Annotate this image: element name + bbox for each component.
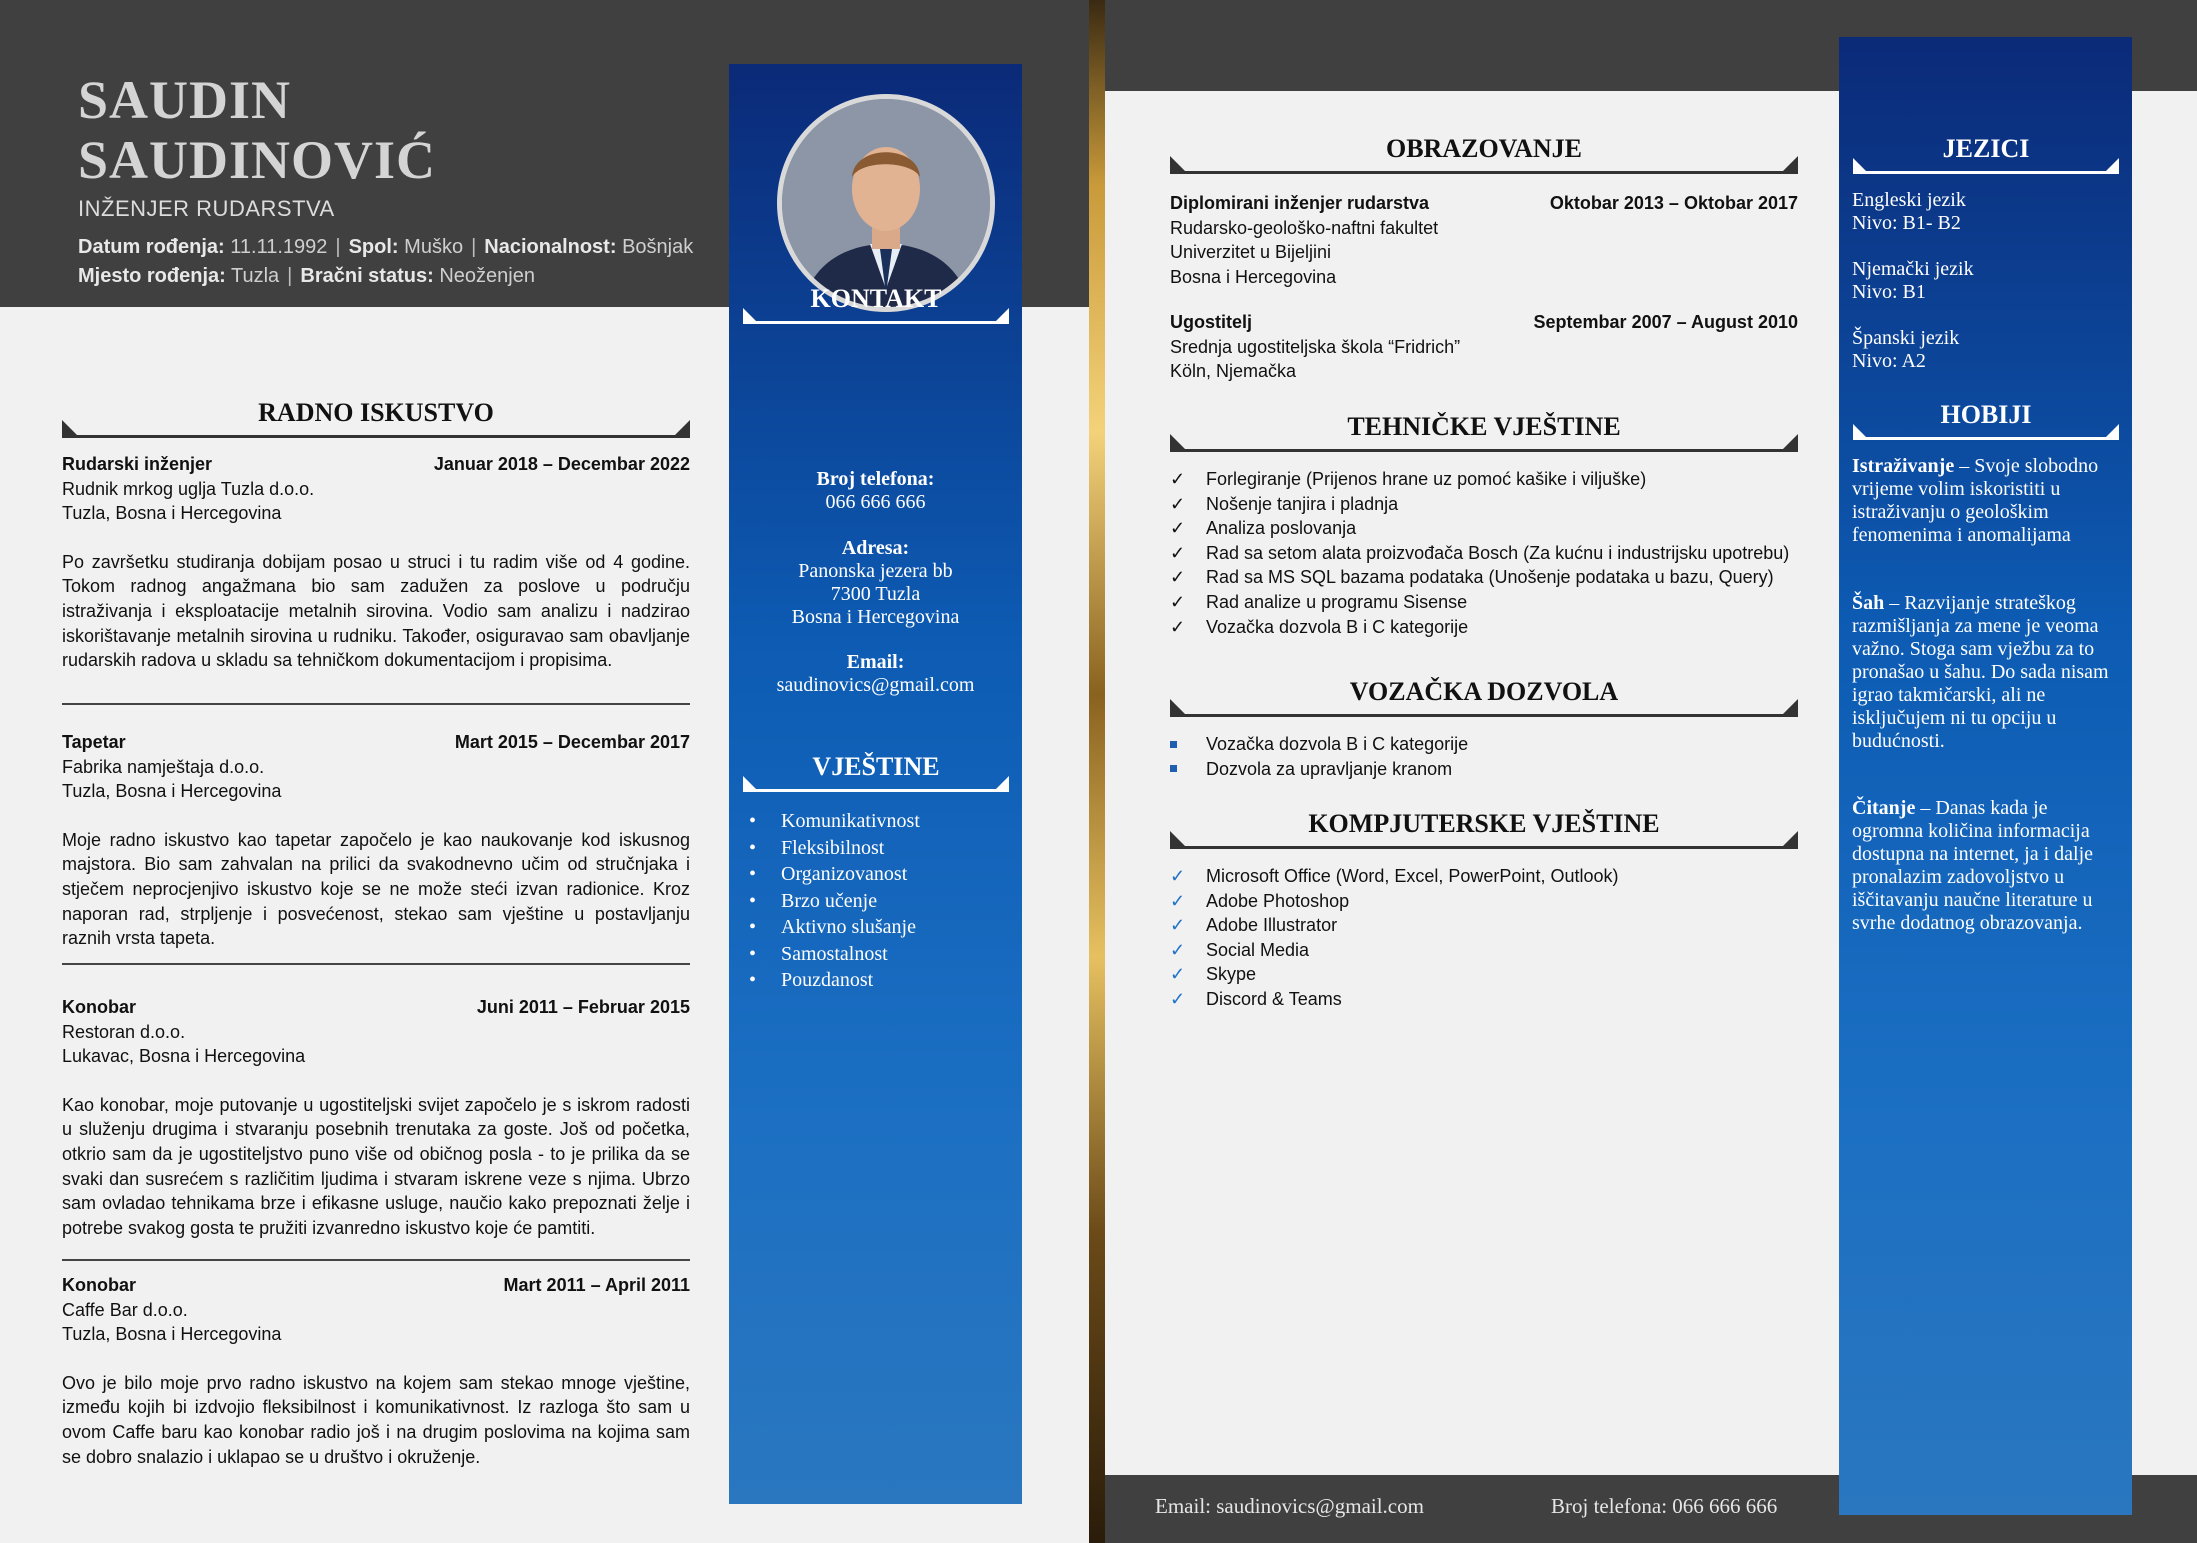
job-entry-2 bbox=[62, 730, 690, 951]
phone-label: Broj telefona: bbox=[816, 468, 935, 490]
tech-skill-item bbox=[1170, 590, 1810, 615]
tech-skill-item bbox=[1170, 516, 1810, 541]
driving-license-list bbox=[1170, 732, 1810, 781]
sex-label: Spol: bbox=[348, 236, 399, 258]
birthplace-label: Mjesto rođenja: bbox=[78, 265, 226, 287]
tech-skill-text: Nošenje tanjira i pladnja bbox=[1206, 493, 1399, 514]
language-entry bbox=[1852, 189, 2122, 235]
job-company: Caffe Bar d.o.o. bbox=[62, 1299, 188, 1320]
language-name: Njemački jezik bbox=[1852, 258, 1974, 280]
divider bbox=[62, 703, 690, 705]
driving-license-text: Vozačka dozvola B i C kategorije bbox=[1206, 734, 1469, 754]
computer-skills-title: KOMPJUTERSKE VJEŠTINE bbox=[1308, 809, 1660, 838]
computer-skill-text: Skype bbox=[1206, 964, 1257, 985]
hobbies-title: HOBIJI bbox=[1940, 400, 2032, 429]
cv-page-1 bbox=[0, 0, 1089, 1543]
contact-title: KONTAKT bbox=[810, 284, 942, 313]
email-label: Email: bbox=[846, 651, 905, 673]
email-value[interactable]: saudinovics@gmail.com bbox=[776, 674, 975, 696]
contact-address bbox=[729, 537, 1022, 629]
skill-item: • Komunikativnost bbox=[749, 808, 1009, 835]
job-entry-3 bbox=[62, 995, 690, 1240]
square-bullet-icon bbox=[1170, 757, 1206, 782]
check-icon: ✓ bbox=[1170, 939, 1186, 960]
tech-skill-text: Rad sa setom alata proizvođača Bosch (Za kućnu i industrijsku upotrebu) bbox=[1206, 542, 1790, 563]
tech-skill-text: Rad analize u programu Sisense bbox=[1206, 591, 1468, 612]
job-description: Po završetku studiranja dobijam posao u struci i tu radim više od 4 godine. Tokom radnog angažmana bio sam zadužen za poslove u području istraživanja i eksploatacije metalnih sirovina. Vodio sam analizu i nadzirao iskorištavanje metalnih sirovina u rudniku. Također, osiguravao sam obavljanje rudarskih radova u skladu sa tehničkom dokumentacijom i propisima. bbox=[62, 551, 690, 671]
name-line-1: SAUDIN bbox=[78, 70, 292, 130]
job-dates: Januar 2018 – Decembar 2022 bbox=[433, 454, 690, 474]
check-icon: ✓ bbox=[1170, 591, 1186, 612]
education-heading bbox=[1170, 134, 1798, 170]
separator: | bbox=[287, 265, 293, 287]
tech-skills-title: TEHNIČKE VJEŠTINE bbox=[1347, 412, 1621, 441]
address-line-3: Bosna i Hercegovina bbox=[791, 606, 960, 628]
edu-line: Srednja ugostiteljska škola “Fridrich” bbox=[1170, 336, 1461, 357]
gold-spine-divider bbox=[1089, 0, 1105, 1543]
heading-corner-left bbox=[1170, 699, 1188, 717]
hobby-entry bbox=[1852, 592, 2122, 753]
heading-underline bbox=[1170, 449, 1798, 452]
check-icon: ✓ bbox=[1170, 542, 1186, 563]
edu-dates: Oktobar 2013 – Oktobar 2017 bbox=[1549, 193, 1798, 213]
computer-skill-item bbox=[1170, 913, 1810, 938]
birthplace-value: Tuzla bbox=[231, 265, 280, 287]
address-label: Adresa: bbox=[841, 537, 910, 559]
heading-corner-right bbox=[1780, 434, 1798, 452]
tech-skill-text: Vozačka dozvola B i C kategorije bbox=[1206, 616, 1469, 637]
edu-degree: Diplomirani inženjer rudarstva bbox=[1170, 193, 1430, 213]
heading-underline bbox=[1853, 437, 2119, 440]
heading-underline bbox=[743, 789, 1009, 792]
heading-corner-right bbox=[2103, 158, 2119, 174]
language-level: Nivo: A2 bbox=[1852, 350, 1926, 372]
heading-underline bbox=[1853, 171, 2119, 174]
job-description: Ovo je bilo moje prvo radno iskustvo na kojem sam stekao mnoge vještine, između kojih bi izdvojio fleksibilnost i komunikativnost. Iz razloga što sam u ovom Caffe baru kao konobar radio još i na drugim poslovima na kojima sam se dobro snalazio i uklapao se u društvo i okruženje. bbox=[62, 1372, 690, 1467]
computer-skill-text: Adobe Illustrator bbox=[1206, 915, 1338, 936]
phone-value[interactable]: 066 666 666 bbox=[825, 491, 926, 513]
name-line-2: SAUDINOVIĆ bbox=[78, 130, 437, 190]
job-company: Fabrika namještaja d.o.o. bbox=[62, 756, 265, 777]
nationality-label: Nacionalnost: bbox=[484, 236, 617, 258]
personal-info-row-2 bbox=[78, 265, 535, 288]
heading-corner-right bbox=[993, 776, 1009, 792]
sidebar-languages-hobbies bbox=[1839, 37, 2132, 1515]
portrait-icon bbox=[782, 99, 990, 307]
edu-degree: Ugostitelj bbox=[1170, 312, 1253, 332]
edu-dates: Septembar 2007 – August 2010 bbox=[1533, 312, 1798, 332]
edu-line: Köln, Njemačka bbox=[1170, 361, 1297, 382]
job-title: INŽENJER RUDARSTVA bbox=[78, 196, 335, 221]
separator: | bbox=[335, 236, 341, 258]
computer-skills-heading bbox=[1170, 809, 1798, 845]
language-entry bbox=[1852, 327, 2122, 373]
check-icon: ✓ bbox=[1170, 493, 1186, 514]
tech-skill-text: Forlegiranje (Prijenos hrane uz pomoć kašike i viljuške) bbox=[1206, 469, 1647, 489]
heading-corner-right bbox=[2103, 424, 2119, 440]
hobby-entry bbox=[1852, 797, 2122, 935]
hobby-name: Čitanje bbox=[1852, 797, 1916, 819]
check-icon: ✓ bbox=[1170, 964, 1186, 985]
language-name: Španski jezik bbox=[1852, 327, 1960, 349]
computer-skill-text: Adobe Photoshop bbox=[1206, 890, 1350, 911]
tech-skill-item bbox=[1170, 615, 1810, 640]
job-dates: Mart 2011 – April 2011 bbox=[503, 1275, 690, 1295]
skills-list bbox=[749, 808, 1009, 994]
skill-item: • Samostalnost bbox=[749, 941, 1009, 968]
computer-skill-text: Microsoft Office (Word, Excel, PowerPoint, Outlook) bbox=[1206, 866, 1619, 886]
contact-heading bbox=[743, 284, 1009, 320]
skills-heading bbox=[743, 752, 1009, 788]
heading-corner-right bbox=[1780, 699, 1798, 717]
computer-skill-item bbox=[1170, 864, 1810, 889]
check-icon: ✓ bbox=[1170, 915, 1186, 936]
hobbies-heading bbox=[1853, 400, 2119, 436]
heading-underline bbox=[1170, 171, 1798, 174]
driving-license-heading bbox=[1170, 677, 1798, 713]
job-dates: Mart 2015 – Decembar 2017 bbox=[454, 732, 690, 752]
driving-license-text: Dozvola za upravljanje kranom bbox=[1206, 758, 1453, 779]
skill-item: • Pouzdanost bbox=[749, 967, 1009, 994]
job-company: Rudnik mrkog uglja Tuzla d.o.o. bbox=[62, 478, 315, 499]
education-entry-2 bbox=[1170, 310, 1798, 384]
job-location: Tuzla, Bosna i Hercegovina bbox=[62, 503, 282, 524]
check-icon: ✓ bbox=[1170, 518, 1186, 539]
dob-label: Datum rođenja: bbox=[78, 236, 225, 258]
computer-skill-item bbox=[1170, 938, 1810, 963]
edu-line: Univerzitet u Bijeljini bbox=[1170, 242, 1332, 263]
hobby-entry bbox=[1852, 455, 2122, 547]
work-experience-title: RADNO ISKUSTVO bbox=[258, 398, 494, 427]
computer-skills-list bbox=[1170, 864, 1810, 1012]
heading-corner-right bbox=[1780, 156, 1798, 174]
heading-underline bbox=[62, 435, 690, 438]
tech-skill-item bbox=[1170, 492, 1810, 517]
computer-skill-item bbox=[1170, 987, 1810, 1012]
tech-skill-item bbox=[1170, 541, 1810, 566]
tech-skill-text: Rad sa MS SQL bazama podataka (Unošenje podataka u bazu, Query) bbox=[1206, 567, 1774, 588]
tech-skill-item bbox=[1170, 565, 1810, 590]
heading-corner-right bbox=[1780, 831, 1798, 849]
job-dates: Juni 2011 – Februar 2015 bbox=[476, 997, 690, 1017]
marital-value: Neoženjen bbox=[439, 265, 535, 287]
check-icon: ✓ bbox=[1170, 567, 1186, 588]
driving-license-item bbox=[1170, 732, 1810, 757]
job-position: Konobar bbox=[62, 997, 136, 1017]
hobby-text: – Razvijanje strateškog razmišljanja za mene je veoma važno. Stoga sam vježbu za to pronašao u šahu. Do sada nisam igrao takmičarski, ali ne isključujem ni tu opciju u budućnosti. bbox=[1852, 592, 2109, 752]
heading-corner-left bbox=[1853, 158, 1869, 174]
check-icon: ✓ bbox=[1170, 890, 1186, 911]
check-icon: ✓ bbox=[1170, 616, 1186, 637]
heading-corner-left bbox=[1853, 424, 1869, 440]
check-icon: ✓ bbox=[1170, 988, 1186, 1009]
job-description: Moje radno iskustvo kao tapetar započelo je kao naukovanje kod iskusnog majstora. Bio sam zahvalan na prilici da svakodnevno učim od stručnjaka i stječem neprocjenjivo iskustvo koje se ne može steći izvan radionice. Kroz naporan rad, strpljenje i posvećenost, stekao sam vještine u postavljanju raznih vrsta tapeta. bbox=[62, 829, 690, 949]
heading-underline bbox=[1170, 846, 1798, 849]
skill-item: • Organizovanost bbox=[749, 861, 1009, 888]
job-position: Konobar bbox=[62, 1275, 136, 1295]
edu-line: Bosna i Hercegovina bbox=[1170, 266, 1337, 287]
sex-value: Muško bbox=[404, 236, 464, 258]
tech-skill-item bbox=[1170, 467, 1810, 492]
tech-skill-text: Analiza poslovanja bbox=[1206, 518, 1357, 539]
languages-heading bbox=[1853, 134, 2119, 170]
dob-value: 11.11.1992 bbox=[230, 236, 328, 258]
candidate-name bbox=[78, 70, 436, 190]
contact-phone bbox=[729, 468, 1022, 514]
heading-underline bbox=[743, 321, 1009, 324]
languages-title: JEZICI bbox=[1942, 134, 2030, 163]
driving-license-item bbox=[1170, 757, 1810, 782]
contact-email bbox=[729, 651, 1022, 697]
job-entry-1 bbox=[62, 452, 690, 673]
job-description: Kao konobar, moje putovanje u ugostiteljski svijet započelo je s iskrom radosti u služenju drugima i stvaranju posebnih trenutaka za goste. Još od početka, otkrio sam da je ugostiteljstvo puno više od običnog posla - to je prilika da se svaki dan susrećem s različitim ljudima i stvaram iskrene veze s njima. Ubrzo sam ovladao tehnikama brze i efikasne usluge, naučio kako prepoznati želje i potrebe svakog gosta te pružiti izvanredno iskustvo koje će pamtiti. bbox=[62, 1094, 690, 1238]
divider bbox=[62, 1259, 690, 1261]
job-entry-4 bbox=[62, 1273, 690, 1469]
nationality-value: Bošnjak bbox=[622, 236, 694, 258]
profile-photo bbox=[777, 94, 995, 312]
address-line-2: 7300 Tuzla bbox=[830, 583, 921, 605]
skill-item: • Brzo učenje bbox=[749, 888, 1009, 915]
square-bullet-icon bbox=[1170, 732, 1206, 757]
hobby-text: – Danas kada je ogromna količina informacija dostupna na internet, ja i dalje pronalazim zadovoljstvo u iščitavanju naučne literature u svrhe dodatnog obrazovanja. bbox=[1852, 797, 2094, 934]
sidebar-contact-skills bbox=[729, 64, 1022, 1504]
separator: | bbox=[471, 236, 477, 258]
computer-skill-item bbox=[1170, 889, 1810, 914]
address-line-1: Panonska jezera bb bbox=[798, 560, 953, 582]
language-level: Nivo: B1 bbox=[1852, 281, 1926, 303]
education-title: OBRAZOVANJE bbox=[1385, 134, 1582, 163]
education-entry-1 bbox=[1170, 191, 1798, 289]
personal-info-row-1 bbox=[78, 236, 693, 259]
driving-license-title: VOZAČKA DOZVOLA bbox=[1349, 677, 1619, 706]
heading-corner-left bbox=[1170, 156, 1188, 174]
language-entry bbox=[1852, 258, 2122, 304]
computer-skill-item bbox=[1170, 962, 1810, 987]
divider bbox=[62, 963, 690, 965]
heading-corner-left bbox=[62, 420, 80, 438]
hobby-text: – Svoje slobodno vrijeme volim iskoristiti u istraživanju o geološkim fenomenima i anomalijama bbox=[1852, 455, 2099, 546]
tech-skills-list bbox=[1170, 467, 1810, 639]
footer-phone: Broj telefona: 066 666 666 bbox=[1551, 1494, 1778, 1518]
skill-item: • Aktivno slušanje bbox=[749, 914, 1009, 941]
computer-skill-text: Social Media bbox=[1206, 939, 1310, 960]
computer-skill-text: Discord & Teams bbox=[1206, 988, 1342, 1009]
language-name: Engleski jezik bbox=[1852, 189, 1966, 211]
language-level: Nivo: B1- B2 bbox=[1852, 212, 1961, 234]
heading-corner-left bbox=[1170, 831, 1188, 849]
heading-corner-right bbox=[993, 308, 1009, 324]
job-position: Tapetar bbox=[62, 732, 126, 752]
skills-title: VJEŠTINE bbox=[812, 752, 940, 781]
marital-label: Bračni status: bbox=[300, 265, 434, 287]
heading-corner-left bbox=[743, 776, 759, 792]
check-icon: ✓ bbox=[1170, 469, 1186, 489]
check-icon: ✓ bbox=[1170, 866, 1186, 886]
skill-item: • Fleksibilnost bbox=[749, 835, 1009, 862]
job-position: Rudarski inženjer bbox=[62, 454, 213, 474]
job-location: Tuzla, Bosna i Hercegovina bbox=[62, 781, 282, 802]
job-company: Restoran d.o.o. bbox=[62, 1021, 186, 1042]
job-location: Tuzla, Bosna i Hercegovina bbox=[62, 1324, 282, 1345]
edu-line: Rudarsko-geološko-naftni fakultet bbox=[1170, 217, 1439, 238]
tech-skills-heading bbox=[1170, 412, 1798, 448]
heading-corner-left bbox=[1170, 434, 1188, 452]
heading-underline bbox=[1170, 714, 1798, 717]
hobby-name: Istraživanje bbox=[1852, 455, 1955, 477]
heading-corner-left bbox=[743, 308, 759, 324]
footer-email: Email: saudinovics@gmail.com bbox=[1155, 1494, 1424, 1518]
hobby-name: Šah bbox=[1852, 592, 1885, 614]
work-experience-heading bbox=[62, 398, 690, 434]
job-location: Lukavac, Bosna i Hercegovina bbox=[62, 1046, 306, 1067]
heading-corner-right bbox=[672, 420, 690, 438]
